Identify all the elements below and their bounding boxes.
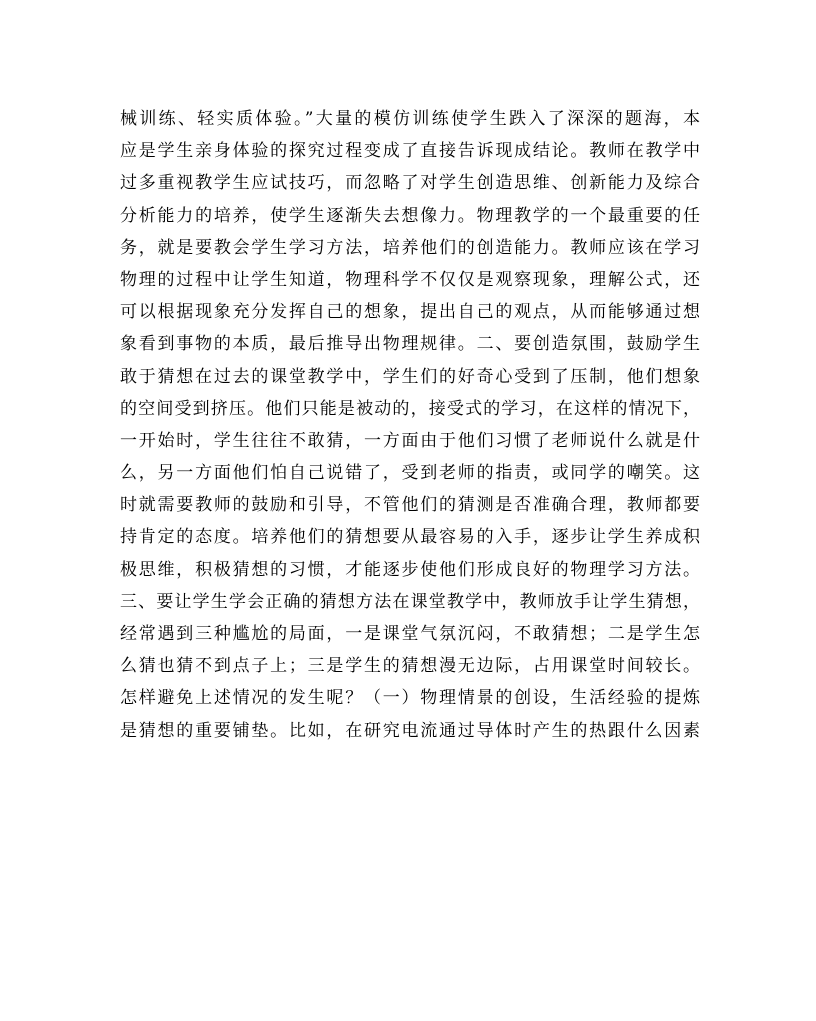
- text-line: 可以根据现象充分发挥自己的想象，提出自己的观点，从而能够通过想: [120, 302, 700, 323]
- text-line: 象看到事物的本质，最后推导出物理规律。二、要创造氛围，鼓励学生: [120, 334, 700, 355]
- text-line: 是猜想的重要铺垫。比如，在研究电流通过导体时产生的热跟什么因素: [120, 720, 700, 741]
- text-line: 时就需要教师的鼓励和引导，不管他们的猜测是否准确合理，教师都要: [120, 495, 700, 516]
- text-line: 一开始时，学生往往不敢猜，一方面由于他们习惯了老师说什么就是什: [120, 430, 700, 451]
- text-line: 物理的过程中让学生知道，物理科学不仅仅是观察现象，理解公式，还: [120, 269, 700, 290]
- text-line: 么猜也猜不到点子上；三是学生的猜想漫无边际，占用课堂时间较长。: [120, 656, 700, 677]
- text-line: 务，就是要教会学生学习方法，培养他们的创造能力。教师应该在学习: [120, 237, 700, 258]
- text-line: 械训练、轻实质体验。”大量的模仿训练使学生跌入了深深的题海，本: [120, 109, 700, 129]
- text-line: 持肯定的态度。培养他们的猜想要从最容易的入手，逐步让学生养成积: [120, 527, 700, 548]
- text-line: 经常遇到三种尴尬的局面，一是课堂气氛沉闷，不敢猜想；二是学生怎: [120, 624, 700, 644]
- text-line: 三、要让学生学会正确的猜想方法在课堂教学中，教师放手让学生猜想，: [120, 591, 700, 612]
- text-line: 的空间受到挤压。他们只能是被动的，接受式的学习，在这样的情况下，: [120, 398, 700, 419]
- text-line: 敢于猜想在过去的课堂教学中，学生们的好奇心受到了压制，他们想象: [120, 366, 700, 387]
- text-line: 极思维，积极猜想的习惯，才能逐步使他们形成良好的物理学习方法。: [120, 559, 700, 580]
- body-text: [120, 103, 700, 747]
- text-line: 分析能力的培养，使学生逐渐失去想像力。物理教学的一个最重要的任: [120, 205, 700, 226]
- text-line: 应是学生亲身体验的探究过程变成了直接告诉现成结论。教师在教学中: [120, 141, 700, 162]
- text-line: 么，另一方面他们怕自己说错了，受到老师的指责，或同学的嘲笑。这: [120, 463, 700, 484]
- text-line: 怎样避免上述情况的发生呢？（一）物理情景的创设，生活经验的提炼: [120, 688, 700, 709]
- text-line: 过多重视教学生应试技巧，而忽略了对学生创造思维、创新能力及综合: [120, 173, 700, 194]
